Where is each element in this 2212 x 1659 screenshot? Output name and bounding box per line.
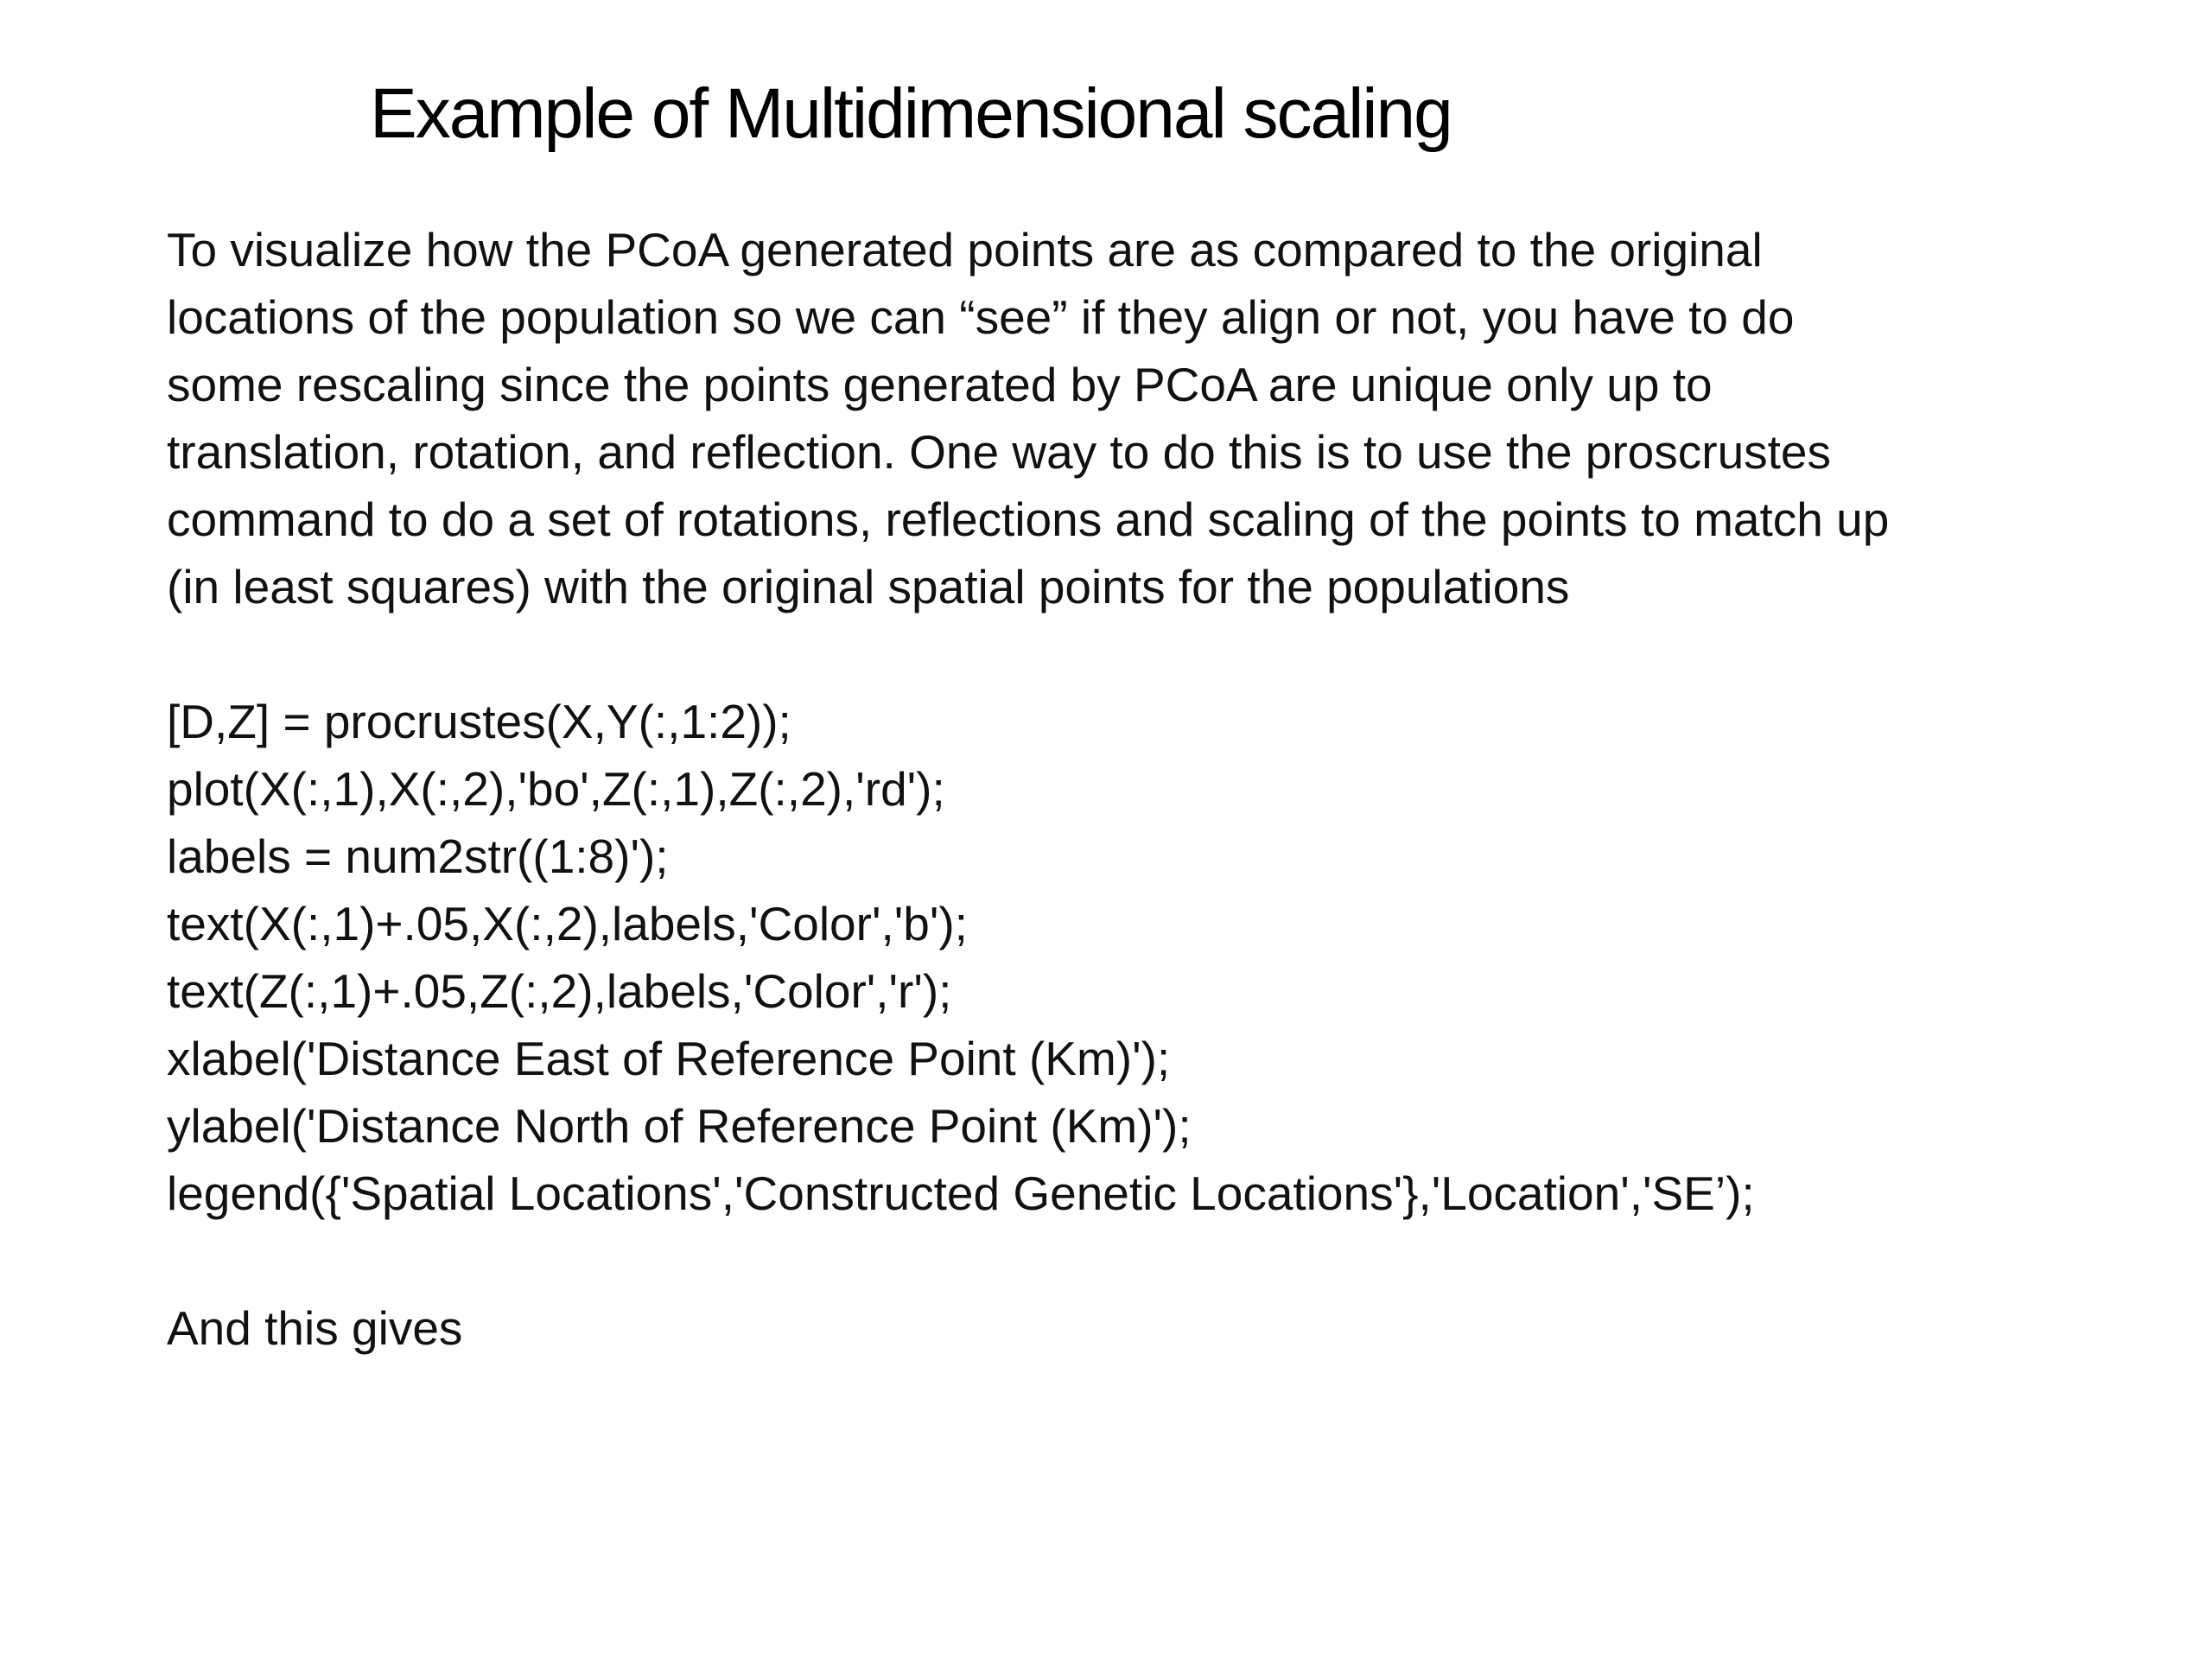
code-line: labels = num2str((1:8)'); [167,830,669,883]
paragraph-line: (in least squares) with the original spatial points for the populations [167,560,1570,613]
paragraph-line: command to do a set of rotations, reflections and scaling of the points to match up [167,493,1890,546]
code-line: ylabel('Distance North of Reference Point (Km)'); [167,1099,1192,1153]
code-line: text(Z(:,1)+.05,Z(:,2),labels,'Color','r'); [167,964,952,1018]
code-line: plot(X(:,1),X(:,2),'bo',Z(:,1),Z(:,2),'rd'); [167,762,945,816]
paragraph-line: some rescaling since the points generated by PCoA are unique only up to [167,358,1713,411]
blank-line [167,620,2137,688]
blank-line [167,1227,2137,1294]
intro-paragraph [167,216,2137,620]
paragraph-line: locations of the population so we can “see” if they align or not, you have to do [167,290,1795,344]
closing-text: And this gives [167,1301,463,1355]
slide-content [167,216,2137,1362]
code-block [167,688,2137,1227]
paragraph-line: To visualize how the PCoA generated points are as compared to the original [167,223,1763,276]
slide-title: Example of Multidimensional scaling [370,74,1452,153]
code-line: xlabel('Distance East of Reference Point (Km)'); [167,1032,1171,1085]
code-line: text(X(:,1)+.05,X(:,2),labels,'Color','b'); [167,897,968,950]
code-line: legend({'Spatial Locations','Constructed Genetic Locations'},'Location','SE’); [167,1166,1755,1220]
paragraph-line: translation, rotation, and reflection. One way to do this is to use the proscrustes [167,425,1832,479]
code-line: [D,Z] = procrustes(X,Y(:,1:2)); [167,695,791,748]
